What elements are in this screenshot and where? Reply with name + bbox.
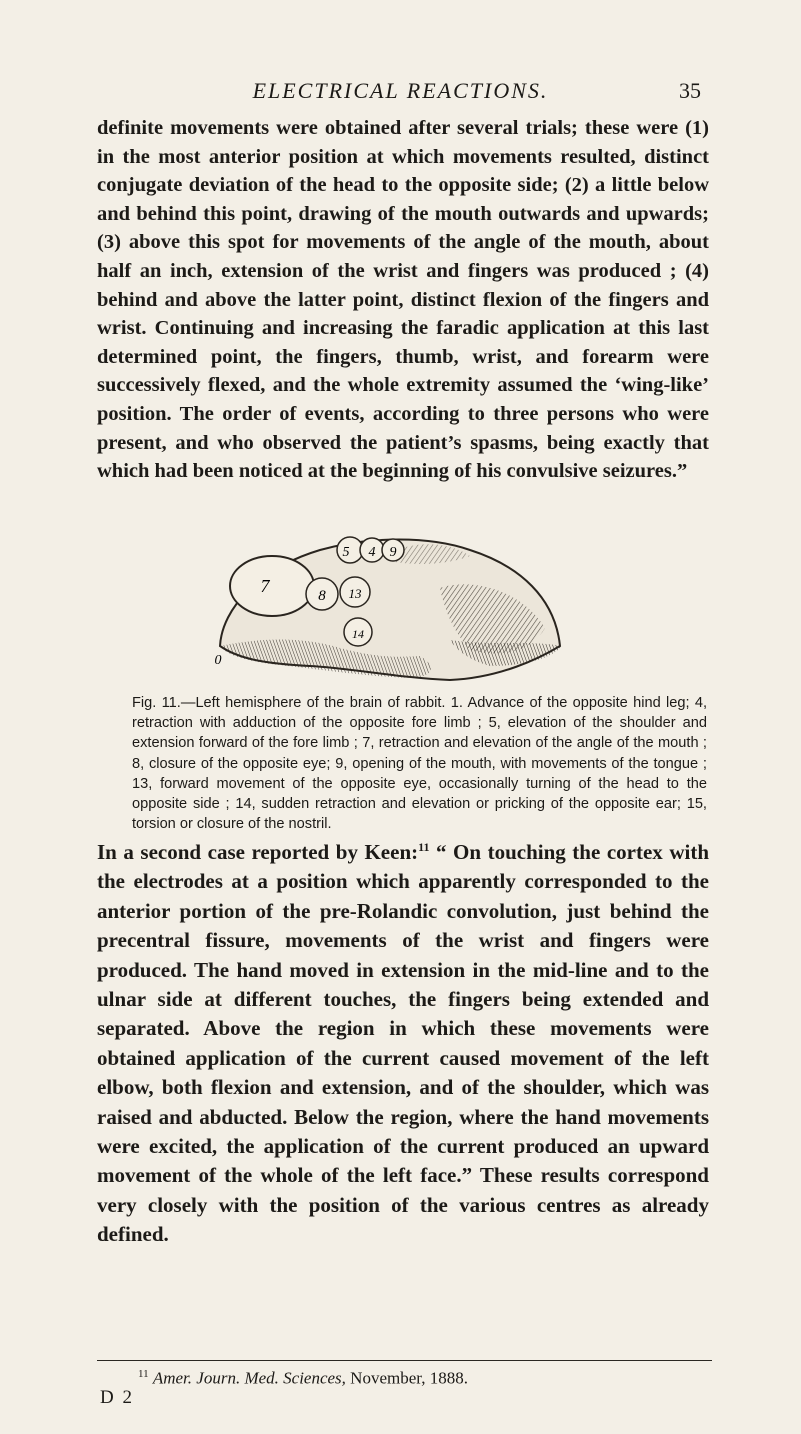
running-head: ELECTRICAL REACTIONS. xyxy=(252,78,549,103)
footnote-ref: 11 xyxy=(418,840,430,854)
figure-label-7: 7 xyxy=(260,576,270,596)
figure-label-5: 5 xyxy=(342,545,350,560)
rabbit-brain-illustration xyxy=(200,528,580,688)
figure-label-14: 14 xyxy=(352,627,364,641)
footnote-rule xyxy=(97,1360,712,1361)
figure-label-8: 8 xyxy=(318,588,326,604)
footnote xyxy=(138,1368,468,1389)
figure-label-13: 13 xyxy=(348,586,362,601)
page-number: 35 xyxy=(679,78,701,103)
footnote-journal: Amer. Journ. Med. Sciences, xyxy=(152,1368,346,1388)
figure-label-9: 9 xyxy=(389,545,397,560)
figure-label-4: 4 xyxy=(368,545,376,560)
footnote-number: 11 xyxy=(138,1368,149,1380)
caption-text: —Left hemisphere of the brain of rabbit. 1. Advance of the opposite hind leg; 4, retraction with adduction of the opposite fore limb ; 5, elevation of the shoulder and extension forward of the fore limb ; 7, retraction and elevation of the angle of the mouth ; 8, closure of the opposite eye; 9, opening of the mouth, with movements of the tongue ; 13, forward movement of the opposite eye, occasionally turning of the head to the opposite side ; 14, sudden retraction and elevation or pricking of the opposite ear; 15, torsion or closure of the nostril. xyxy=(132,695,707,833)
brain-figure xyxy=(200,528,580,688)
footnote-date: November, 1888. xyxy=(345,1368,468,1388)
para2-text: “ On touching the cortex with the electrodes at a position which apparently corresponded to the anterior portion of the pre-Rolandic convolution, just behind the precentral fissure, movements of the wrist and fingers were produced. The hand moved in extension in the mid-line and to the ulnar side at different touches, the fingers being extended and separated. Above the region in which these movements were obtained application of the current caused movement of the left elbow, both flexion and extension, and of the shoulder, which was raised and abducted. Below the region, where the hand movements were excited, the application of the current produced an upward movement of the whole of the left face.” These results correspond very closely with the position of the various centres as already defined. xyxy=(97,840,709,1247)
body-paragraph-1: definite movements were obtained after several trials; these were (1) in the most anterior position at which movements resulted, distinct conjugate deviation of the head to the opposite side; (2) a little below and behind this point, drawing of the mouth outwards and upwards; (3) above this spot for movements of the angle of the mouth, about half an inch, extension of the wrist and fingers was produced ; (4) behind and above the latter point, distinct flexion of the fingers and wrist. Continuing and increasing the faradic application at this last determined point, the fingers, thumb, wrist, and forearm were successively flexed, and the whole extremity assumed the ‘wing-like’ position. The order of events, according to three persons who were present, and who observed the patient’s spasms, being exactly that which had been noticed at the beginning of his convulsive seizures.” xyxy=(97,117,709,483)
figure-label-0: 0 xyxy=(214,653,222,668)
figure-caption xyxy=(132,693,707,834)
signature-mark: D 2 xyxy=(100,1387,134,1408)
para2-lead: In a second case reported by Keen: xyxy=(97,840,419,864)
caption-fig-label: Fig. 11. xyxy=(132,695,181,711)
body-paragraph-2 xyxy=(97,833,709,1250)
page-header xyxy=(0,78,801,112)
